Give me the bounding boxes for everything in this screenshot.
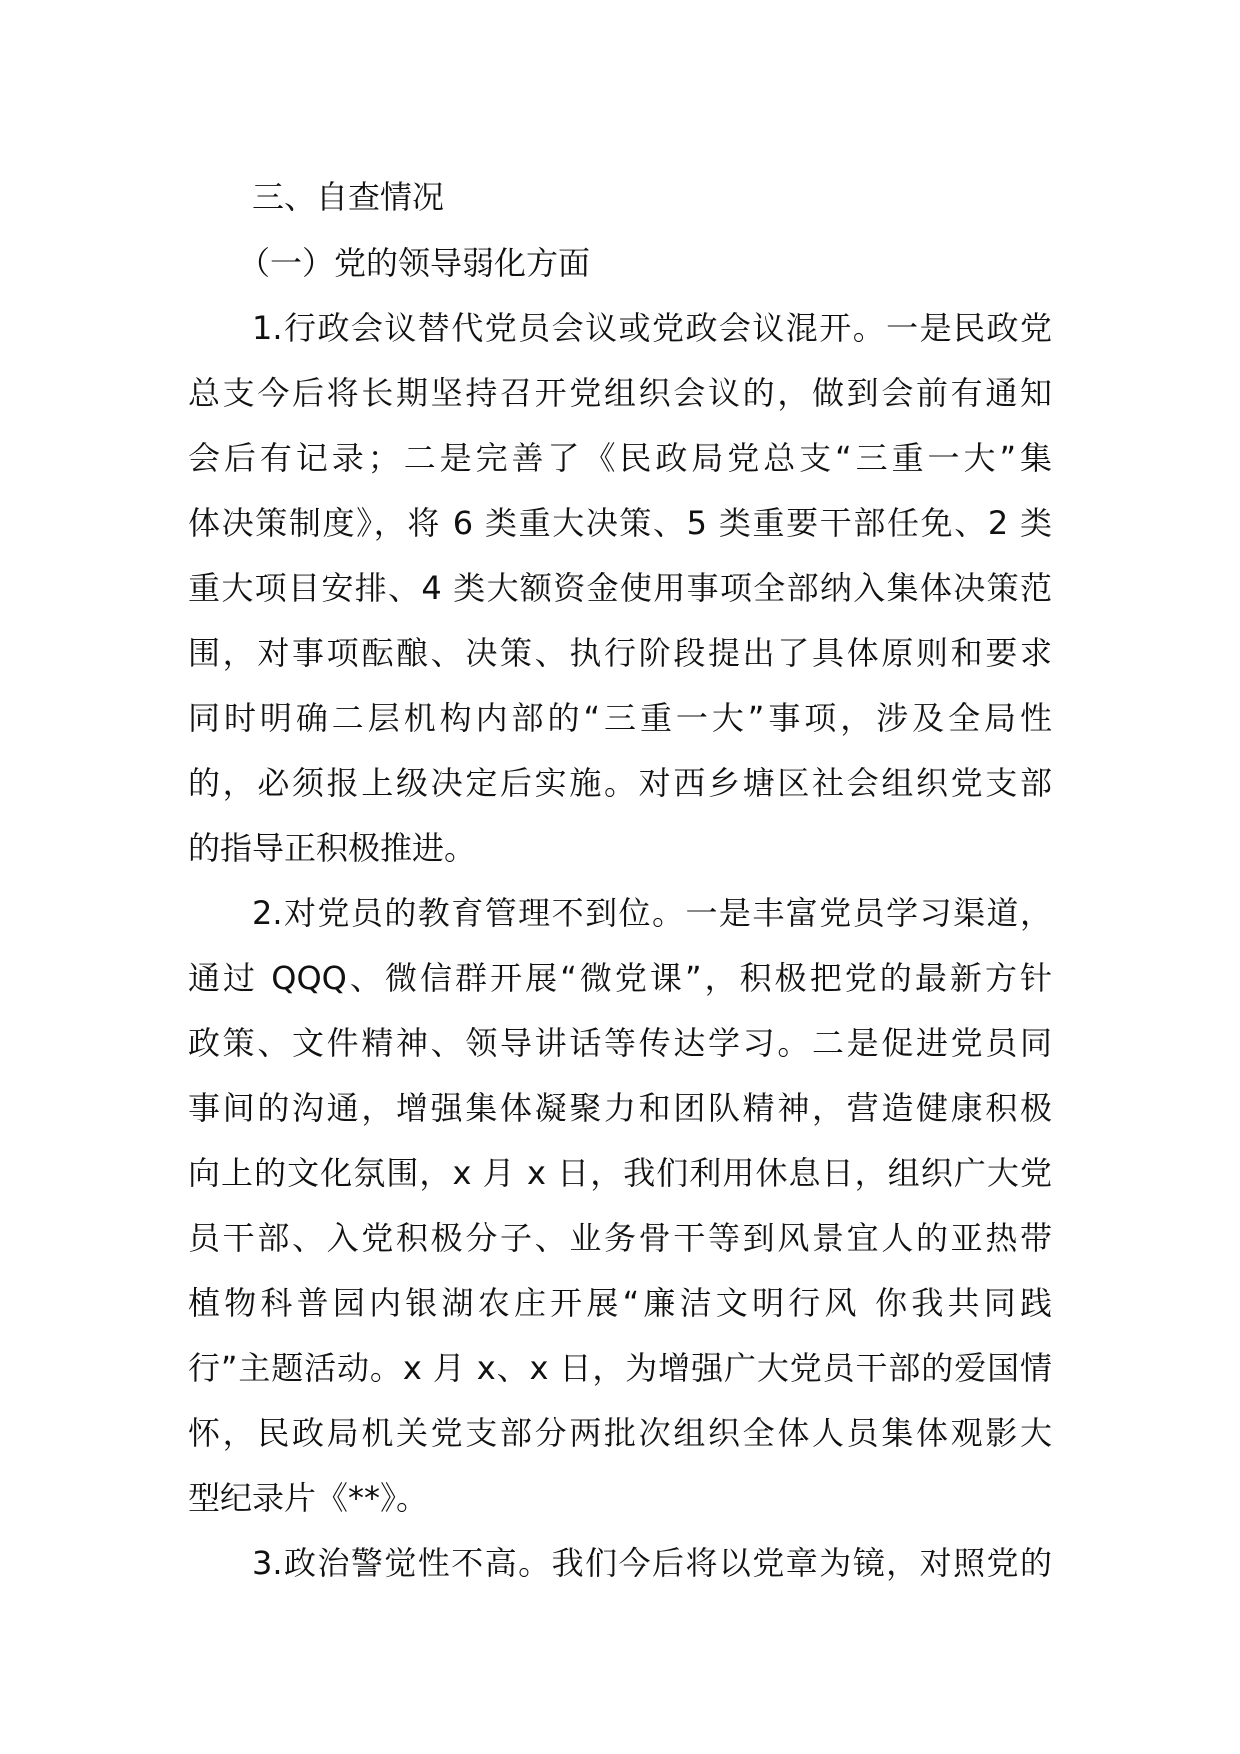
text-line: 的，必须报上级决定后实施。对西乡塘区社会组织党支部 [188,764,1052,802]
text-line: 通过 QQQ、微信群开展“微党课”，积极把党的最新方针 [188,959,1052,997]
text-line: 的指导正积极推进。 [188,829,477,867]
text-line: 重大项目安排、4 类大额资金使用事项全部纳入集体决策范 [188,569,1052,607]
paragraph-1 [188,296,1052,881]
text-line: 同时明确二层机构内部的“三重一大”事项，涉及全局性 [188,699,1052,737]
text-line: 植物科普园内银湖农庄开展“廉洁文明行风 你我共同践 [188,1284,1052,1322]
paragraph-3 [188,1531,1052,1596]
text-line: 行”主题活动。x 月 x、x 日，为增强广大党员干部的爱国情 [188,1349,1052,1387]
text-line: 向上的文化氛围，x 月 x 日，我们利用休息日，组织广大党 [188,1154,1052,1192]
text-line: 体决策制度》，将 6 类重大决策、5 类重要干部任免、2 类 [188,504,1052,542]
text-line: 会后有记录；二是完善了《民政局党总支“三重一大”集 [188,439,1052,477]
text-line: 2.对党员的教育管理不到位。一是丰富党员学习渠道， [252,894,1052,932]
text-line: 总支今后将长期坚持召开党组织会议的，做到会前有通知 [188,374,1052,412]
subsection-heading: （一）党的领导弱化方面 [238,244,591,282]
text-line: 围，对事项酝酿、决策、执行阶段提出了具体原则和要求 [188,634,1052,672]
text-line: 员干部、入党积极分子、业务骨干等到风景宜人的亚热带 [188,1219,1052,1257]
text-line: 怀，民政局机关党支部分两批次组织全体人员集体观影大 [188,1414,1052,1452]
paragraph-2 [188,881,1052,1531]
text-line: 政策、文件精神、领导讲话等传达学习。二是促进党员同 [188,1024,1052,1062]
text-line: 型纪录片《**》。 [188,1479,429,1517]
document-body [188,164,1052,1596]
text-line: 事间的沟通，增强集体凝聚力和团队精神，营造健康积极 [188,1089,1052,1127]
text-line: 3.政治警觉性不高。我们今后将以党章为镜，对照党的 [252,1544,1052,1582]
section-heading: 三、自查情况 [252,178,445,216]
text-line: 1.行政会议替代党员会议或党政会议混开。一是民政党 [252,309,1052,347]
